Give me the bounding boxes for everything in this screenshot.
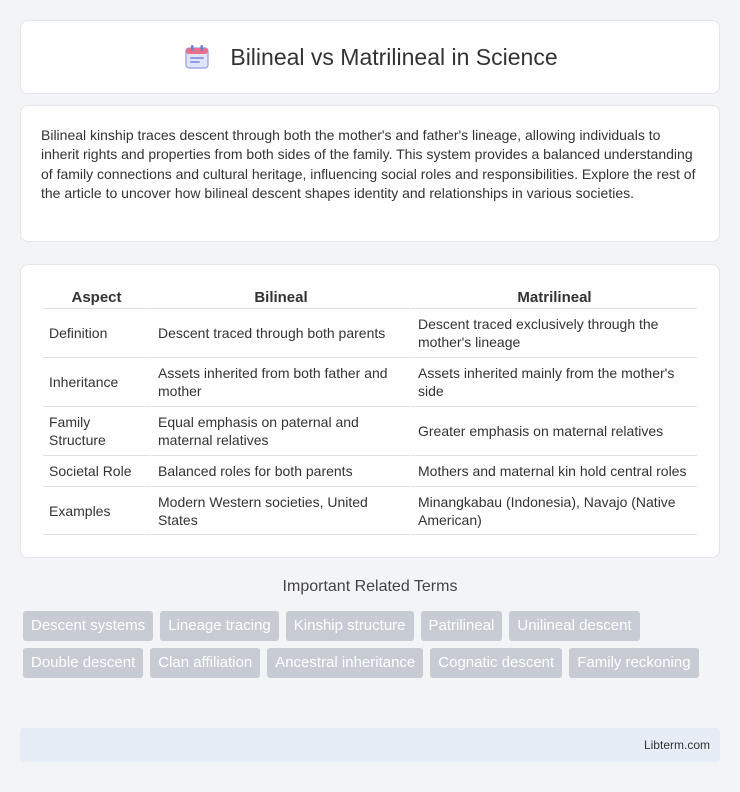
comparison-table (43, 285, 697, 535)
table-row (43, 456, 697, 487)
cell-bilineal: Assets inherited from both father and mother (150, 358, 410, 407)
table-header-row (43, 285, 697, 309)
tag-patrilineal[interactable]: Patrilineal (421, 611, 503, 641)
header-card (20, 20, 720, 94)
cell-matrilineal: Mothers and maternal kin hold central roles (410, 456, 697, 487)
tag-unilineal-descent[interactable]: Unilineal descent (509, 611, 639, 641)
cell-aspect: Definition (43, 309, 150, 358)
related-terms-tags (23, 611, 723, 678)
cell-bilineal: Modern Western societies, United States (150, 487, 410, 535)
footer (20, 728, 720, 762)
related-terms-title: Important Related Terms (282, 578, 458, 595)
tag-descent-systems[interactable]: Descent systems (23, 611, 153, 641)
cell-bilineal: Descent traced through both parents (150, 309, 410, 358)
cell-aspect: Inheritance (43, 358, 150, 407)
cell-matrilineal: Descent traced exclusively through the mother's lineage (410, 309, 697, 358)
table-row (43, 309, 697, 358)
tag-ancestral-inheritance[interactable]: Ancestral inheritance (267, 648, 423, 678)
cell-matrilineal: Greater emphasis on maternal relatives (410, 407, 697, 456)
cell-aspect: Examples (43, 487, 150, 535)
title-wrap (182, 42, 557, 72)
tag-lineage-tracing[interactable]: Lineage tracing (160, 611, 279, 641)
intro-card (20, 105, 720, 242)
comparison-table-card (20, 264, 720, 558)
table-row (43, 487, 697, 535)
cell-bilineal: Equal emphasis on paternal and maternal relatives (150, 407, 410, 456)
tag-family-reckoning[interactable]: Family reckoning (569, 648, 698, 678)
table-row (43, 407, 697, 456)
cell-bilineal: Balanced roles for both parents (150, 456, 410, 487)
cell-aspect: Family Structure (43, 407, 150, 456)
table-row (43, 358, 697, 407)
cell-aspect: Societal Role (43, 456, 150, 487)
calendar-icon (182, 42, 212, 72)
column-header-matrilineal: Matrilineal (410, 285, 697, 309)
cell-matrilineal: Minangkabau (Indonesia), Navajo (Native American) (410, 487, 697, 535)
cell-matrilineal: Assets inherited mainly from the mother's side (410, 358, 697, 407)
column-header-aspect: Aspect (43, 285, 150, 309)
page-title: Bilineal vs Matrilineal in Science (230, 43, 558, 70)
column-header-bilineal: Bilineal (150, 285, 410, 309)
tag-clan-affiliation[interactable]: Clan affiliation (150, 648, 260, 678)
tag-cognatic-descent[interactable]: Cognatic descent (430, 648, 562, 678)
intro-paragraph: Bilineal kinship traces descent through both the mother's and father's lineage, allowing individuals to inherit rights and properties from both sides of the family. This system provides a balanced understanding of family connections and cultural heritage, influencing social roles and responsibilities. Explore the rest of the article to uncover how bilineal descent shapes identity and relationships in various societies. (41, 127, 696, 202)
tag-kinship-structure[interactable]: Kinship structure (286, 611, 414, 641)
tag-double-descent[interactable]: Double descent (23, 648, 143, 678)
footer-site-link[interactable]: Libterm.com (643, 738, 710, 752)
